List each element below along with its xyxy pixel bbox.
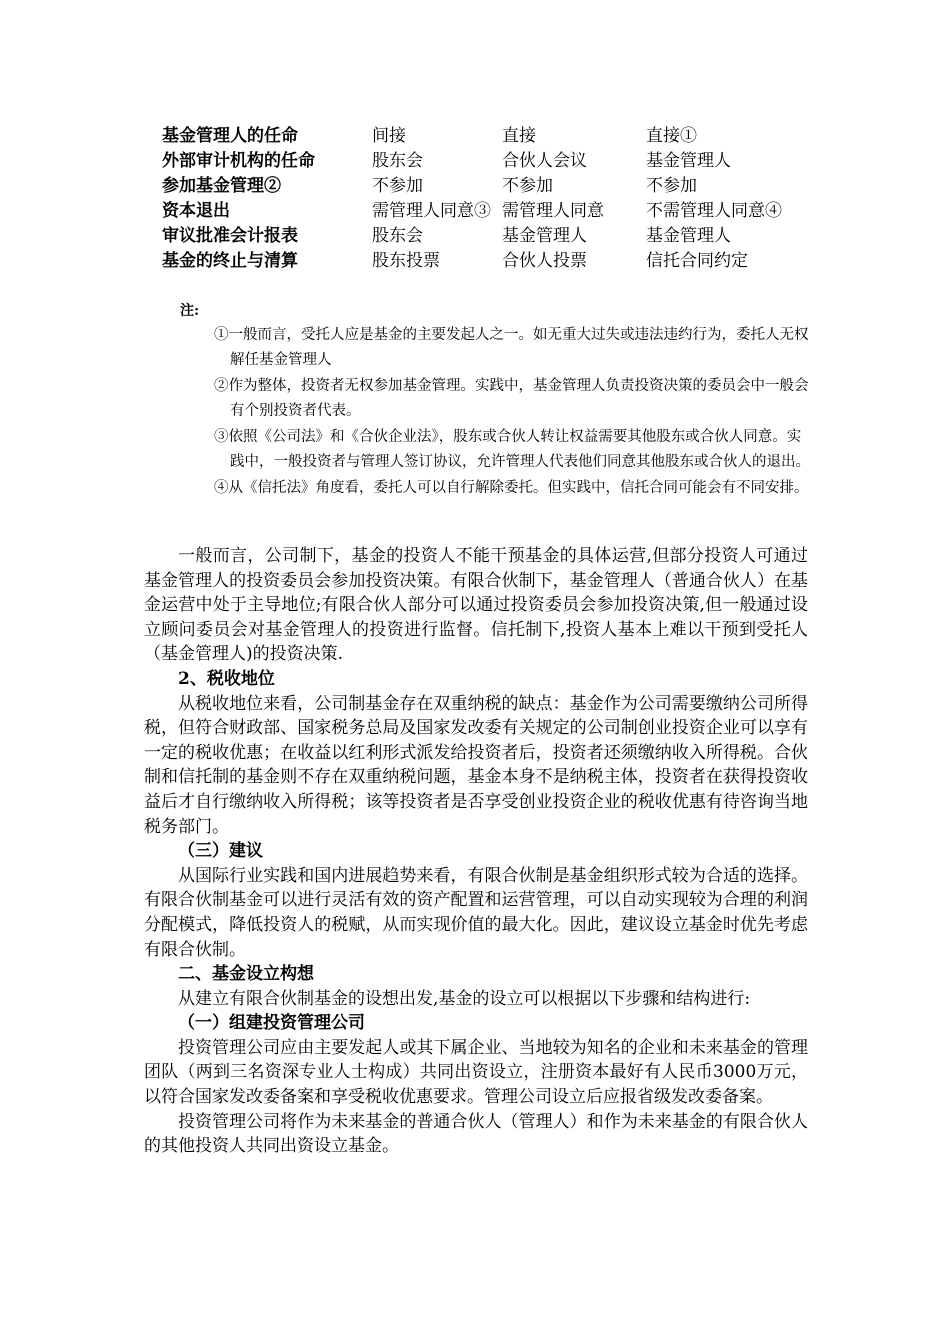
row-label: 参加基金管理② (162, 176, 281, 196)
table-row (162, 149, 796, 174)
table-cell: 直接 (502, 126, 536, 146)
table-cell: 基金管理人 (502, 226, 587, 246)
note-item: ③依照《公司法》和《合伙企业法》，股东或合伙人转让权益需要其他股东或合伙人同意。实践中，一般投资者与管理人签订协议，允许管理人代表他们同意其他股东或合伙人的退出。 (214, 429, 810, 470)
section-heading-management-company: （一）组建投资管理公司 (178, 1013, 365, 1034)
notes-heading: 注: (180, 303, 200, 319)
table-cell: 股东会 (372, 226, 423, 246)
table-cell: 基金管理人 (646, 226, 731, 246)
table-row (162, 124, 796, 149)
table-cell: 股东会 (372, 151, 423, 171)
table-cell: 不参加 (502, 176, 553, 196)
table-cell: 不参加 (646, 176, 697, 196)
table-row (162, 249, 796, 274)
row-label: 资本退出 (162, 201, 230, 221)
paragraph-suggestion: 从国际行业实践和国内进展趋势来看，有限合伙制是基金组织形式较为合适的选择。有限合伙制基金可以进行灵活有效的资产配置和运营管理，可以自动实现较为合理的利润分配模式，降低投资人的税赋，从而实现价值的最大化。因此，建议设立基金时优先考虑有限合伙制。 (144, 865, 808, 960)
table-cell: 需管理人同意 (502, 201, 604, 221)
paragraph-management-company-1: 投资管理公司应由主要发起人或其下属企业、当地较为知名的企业和未来基金的管理团队（两到三名资深专业人士构成）共同出资设立，注册资本最好有人民币3000万元，以符合国家发改委备案和享受税收优惠要求。管理公司设立后应报省级发改委备案。 (144, 1037, 808, 1108)
table-cell: 间接 (372, 126, 406, 146)
table-cell: 信托合同约定 (646, 251, 748, 271)
section-heading-suggestion: （三）建议 (178, 841, 263, 862)
table-cell: 合伙人会议 (502, 151, 587, 171)
section-heading-tax: 2、税收地位 (178, 668, 275, 689)
table-cell: 不参加 (372, 176, 423, 196)
table-row (162, 174, 796, 199)
table-cell: 直接① (646, 126, 697, 146)
row-label: 基金管理人的任命 (162, 126, 298, 146)
table-cell: 股东投票 (372, 251, 440, 271)
row-label: 外部审计机构的任命 (162, 151, 315, 171)
notes-list (214, 323, 814, 503)
table-cell: 不需管理人同意④ (646, 201, 782, 221)
table-cell: 基金管理人 (646, 151, 731, 171)
section-heading-fund-setup: 二、基金设立构想 (178, 964, 314, 985)
table-row (162, 224, 796, 249)
paragraph-fund-setup: 从建立有限合伙制基金的设想出发,基金的设立可以根据以下步骤和结构进行: (178, 988, 751, 1009)
fund-structure-comparison-table (162, 124, 796, 274)
paragraph-tax: 从税收地位来看，公司制基金存在双重纳税的缺点：基金作为公司需要缴纳公司所得税，但符合财政部、国家税务总局及国家发改委有关规定的公司制创业投资企业可以享有一定的税收优惠；在收益以红利形式派发给投资者后，投资者还须缴纳收入所得税。合伙制和信托制的基金则不存在双重纳税问题，基金本身不是纳税主体，投资者在获得投资收益后才自行缴纳收入所得税；该等投资者是否享受创业投资企业的税收优惠有待咨询当地税务部门。 (144, 693, 808, 837)
table-cell: 需管理人同意③ (372, 201, 491, 221)
paragraph-governance-summary: 一般而言，公司制下，基金的投资人不能干预基金的具体运营,但部分投资人可通过基金管理人的投资委员会参加投资决策。有限合伙制下，基金管理人（普通合伙人）在基金运营中处于主导地位;有限合伙人部分可以通过投资委员会参加投资决策,但一般通过设立顾问委员会对基金管理人的投资进行监督。信托制下,投资人基本上难以干预到受托人（基金管理人)的投资决策. (144, 546, 808, 665)
row-label: 基金的终止与清算 (162, 251, 298, 271)
note-item: ④从《信托法》角度看，委托人可以自行解除委托。但实践中，信托合同可能会有不同安排。 (214, 480, 809, 496)
paragraph-management-company-2: 投资管理公司将作为未来基金的普通合伙人（管理人）和作为未来基金的有限合伙人的其他投资人共同出资设立基金。 (144, 1111, 808, 1157)
note-item: ②作为整体，投资者无权参加基金管理。实践中，基金管理人负责投资决策的委员会中一般会有个别投资者代表。 (214, 378, 809, 419)
table-cell: 合伙人投票 (502, 251, 587, 271)
document-body (144, 544, 808, 1159)
row-label: 审议批准会计报表 (162, 226, 298, 246)
note-item: ①一般而言，受托人应是基金的主要发起人之一。如无重大过失或违法违约行为，委托人无权解任基金管理人 (214, 327, 809, 368)
table-row (162, 199, 796, 224)
